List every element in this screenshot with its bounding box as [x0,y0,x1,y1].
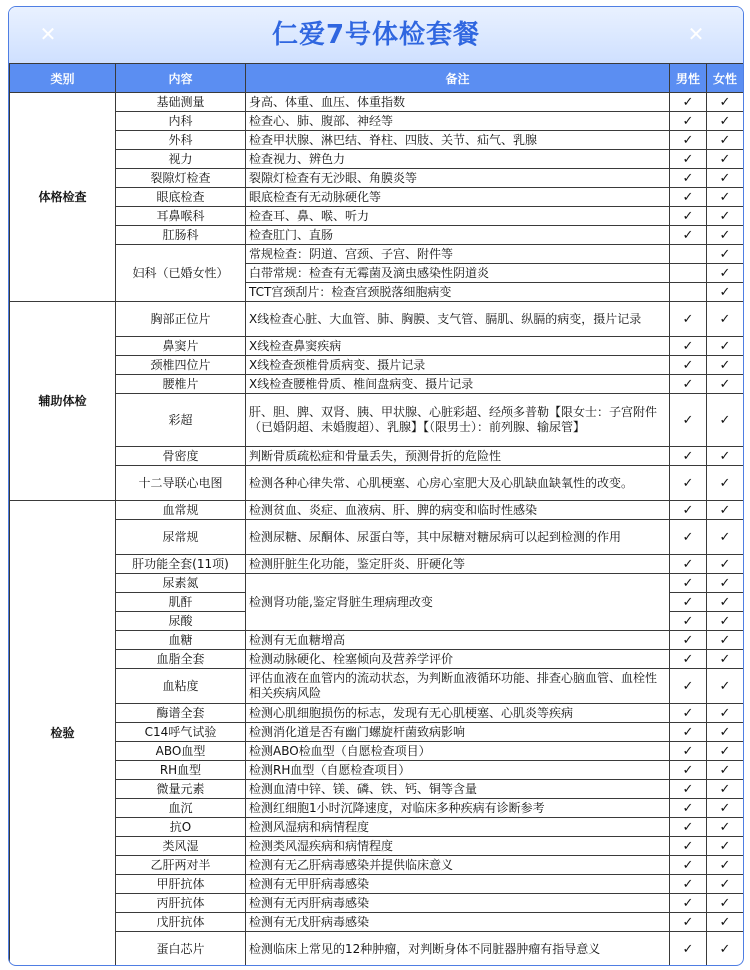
item-cell: 视力 [116,150,246,169]
table-row [10,574,744,593]
table-row [10,913,744,932]
note-cell-kidney: 检测肾功能,鉴定肾脏生理病理改变 [246,574,670,631]
item-cell: 十二导联心电图 [116,466,246,501]
table-row [10,447,744,466]
female-check: ✓ [707,612,744,631]
item-cell: 甲肝抗体 [116,875,246,894]
female-check: ✓ [707,574,744,593]
female-check: ✓ [707,356,744,375]
female-check: ✓ [707,337,744,356]
close-right-icon[interactable]: ✕ [687,22,705,46]
item-cell: 丙肝抗体 [116,894,246,913]
item-cell: 血常规 [116,501,246,520]
note-cell: 检测风湿病和病情程度 [246,818,670,837]
note-cell: 眼底检查有无动脉硬化等 [246,188,670,207]
item-cell-gynecology: 妇科（已婚女性） [116,245,246,302]
female-check: ✓ [707,466,744,501]
item-cell: 腰椎片 [116,375,246,394]
male-check: ✓ [670,394,707,447]
item-cell: 外科 [116,131,246,150]
note-cell: 检测有无血糖增高 [246,631,670,650]
table-row [10,245,744,264]
female-check: ✓ [707,207,744,226]
female-check: ✓ [707,856,744,875]
note-cell: 检测有无戊肝病毒感染 [246,913,670,932]
item-cell: 血沉 [116,799,246,818]
header-male: 男性 [670,64,707,93]
female-check: ✓ [707,226,744,245]
table-row [10,169,744,188]
package-card [8,6,744,966]
note-cell: 检测血清中锌、镁、磷、铁、钙、铜等含量 [246,780,670,799]
table-row [10,207,744,226]
male-check: ✓ [670,466,707,501]
female-check: ✓ [707,520,744,555]
male-check: ✓ [670,780,707,799]
male-check: ✓ [670,150,707,169]
note-cell: X线检查鼻窦疾病 [246,337,670,356]
female-check: ✓ [707,447,744,466]
female-check: ✓ [707,93,744,112]
male-check: ✓ [670,875,707,894]
male-check: ✓ [670,501,707,520]
table-row [10,780,744,799]
table-row [10,501,744,520]
female-check: ✓ [707,742,744,761]
item-cell: 颈椎四位片 [116,356,246,375]
female-check: ✓ [707,245,744,264]
male-check: ✓ [670,742,707,761]
female-check: ✓ [707,875,744,894]
item-cell: 蛋白芯片 [116,932,246,967]
female-check: ✓ [707,932,744,967]
close-left-icon[interactable]: ✕ [39,22,57,46]
male-check: ✓ [670,375,707,394]
male-check: ✓ [670,447,707,466]
female-check: ✓ [707,669,744,704]
table-row [10,631,744,650]
male-check: ✓ [670,188,707,207]
item-cell: 血粘度 [116,669,246,704]
page-title: 仁爱7号体检套餐 [271,20,481,50]
note-cell: 白带常规：检查有无霉菌及滴虫感染性阴道炎 [246,264,670,283]
female-check: ✓ [707,150,744,169]
item-cell: 尿酸 [116,612,246,631]
female-check: ✓ [707,837,744,856]
table-row [10,226,744,245]
note-cell: 检测ABO检血型（自愿检查项目） [246,742,670,761]
item-cell: 内科 [116,112,246,131]
category-aux: 辅助体检 [10,302,116,501]
note-cell: 检测类风湿疾病和病情程度 [246,837,670,856]
item-cell: 胸部正位片 [116,302,246,337]
item-cell: 微量元素 [116,780,246,799]
female-check: ✓ [707,704,744,723]
male-check: ✓ [670,555,707,574]
female-check: ✓ [707,894,744,913]
male-check: ✓ [670,913,707,932]
table-row [10,799,744,818]
table-row [10,93,744,112]
male-check: ✓ [670,612,707,631]
male-check: ✓ [670,761,707,780]
item-cell: 裂隙灯检查 [116,169,246,188]
male-check: ✓ [670,337,707,356]
male-check: ✓ [670,574,707,593]
female-check: ✓ [707,169,744,188]
male-check: ✓ [670,112,707,131]
note-cell: 判断骨质疏松症和骨量丢失，预测骨折的危险性 [246,447,670,466]
female-check: ✓ [707,780,744,799]
item-cell: 乙肝两对半 [116,856,246,875]
table-row [10,875,744,894]
table-row [10,669,744,704]
table-row [10,394,744,447]
table-row [10,555,744,574]
table-row [10,932,744,967]
male-check: ✓ [670,799,707,818]
note-cell: X线检查颈椎骨质病变、摄片记录 [246,356,670,375]
table-row [10,818,744,837]
header-content: 内容 [116,64,246,93]
category-physical: 体格检查 [10,93,116,302]
male-check: ✓ [670,704,707,723]
female-check: ✓ [707,818,744,837]
package-table [9,63,744,966]
female-check: ✓ [707,593,744,612]
note-cell: TCT宫颈刮片：检查宫颈脱落细胞病变 [246,283,670,302]
table-header-row [10,64,744,93]
table-row [10,837,744,856]
note-cell: 检测RH血型（自愿检查项目） [246,761,670,780]
item-cell: 尿素氮 [116,574,246,593]
note-cell: X线检查心脏、大血管、肺、胸膜、支气管、膈肌、纵膈的病变，摄片记录 [246,302,670,337]
note-cell: 检测红细胞1小时沉降速度，对临床多种疾病有诊断参考 [246,799,670,818]
male-check: ✓ [670,723,707,742]
female-check: ✓ [707,264,744,283]
note-cell: 检查视力、辨色力 [246,150,670,169]
male-check: ✓ [670,932,707,967]
item-cell: 肝功能全套(11项) [116,555,246,574]
table-row [10,337,744,356]
table-row [10,761,744,780]
table-row [10,375,744,394]
female-check: ✓ [707,188,744,207]
male-check [670,245,707,264]
male-check: ✓ [670,169,707,188]
male-check: ✓ [670,93,707,112]
note-cell: 肝、胆、脾、双肾、胰、甲状腺、心脏彩超、经颅多普勒【限女士：子宫附件（已婚阴超、未婚腹超）、乳腺】【（限男士）：前列腺、输尿管】 [246,394,670,447]
male-check: ✓ [670,631,707,650]
item-cell: 肛肠科 [116,226,246,245]
female-check: ✓ [707,283,744,302]
header-category: 类别 [10,64,116,93]
note-cell: 检测肝脏生化功能，鉴定肝炎、肝硬化等 [246,555,670,574]
note-cell: 检测有无乙肝病毒感染并提供临床意义 [246,856,670,875]
note-cell: 检查肛门、直肠 [246,226,670,245]
note-cell: 检测临床上常见的12种肿瘤，对判断身体不同脏器肿瘤有指导意义 [246,932,670,967]
female-check: ✓ [707,761,744,780]
female-check: ✓ [707,913,744,932]
table-row [10,131,744,150]
note-cell: 检查耳、鼻、喉、听力 [246,207,670,226]
note-cell: 检测消化道是否有幽门螺旋杆菌致病影响 [246,723,670,742]
table-row [10,704,744,723]
item-cell: RH血型 [116,761,246,780]
note-cell: 检测动脉硬化、栓塞倾向及营养学评价 [246,650,670,669]
male-check: ✓ [670,207,707,226]
note-cell: 检测尿糖、尿酮体、尿蛋白等，其中尿糖对糖尿病可以起到检测的作用 [246,520,670,555]
male-check: ✓ [670,131,707,150]
male-check: ✓ [670,520,707,555]
note-cell: 裂隙灯检查有无沙眼、角膜炎等 [246,169,670,188]
female-check: ✓ [707,723,744,742]
male-check: ✓ [670,894,707,913]
female-check: ✓ [707,555,744,574]
item-cell: 抗O [116,818,246,837]
table-row [10,723,744,742]
item-cell: 酶谱全套 [116,704,246,723]
title-bar [9,7,743,63]
note-cell: 检测有无丙肝病毒感染 [246,894,670,913]
table-row [10,150,744,169]
item-cell: 戊肝抗体 [116,913,246,932]
note-cell: 检查心、肺、腹部、神经等 [246,112,670,131]
table-row [10,894,744,913]
male-check: ✓ [670,818,707,837]
note-cell: X线检查腰椎骨质、椎间盘病变、摄片记录 [246,375,670,394]
table-row [10,302,744,337]
item-cell: ABO血型 [116,742,246,761]
male-check: ✓ [670,650,707,669]
female-check: ✓ [707,631,744,650]
female-check: ✓ [707,501,744,520]
male-check: ✓ [670,669,707,704]
table-row [10,520,744,555]
male-check: ✓ [670,593,707,612]
table-row [10,742,744,761]
item-cell: 血糖 [116,631,246,650]
item-cell: 尿常规 [116,520,246,555]
male-check: ✓ [670,856,707,875]
header-note: 备注 [246,64,670,93]
note-cell: 常规检查：阴道、宫颈、子宫、附件等 [246,245,670,264]
female-check: ✓ [707,112,744,131]
male-check [670,264,707,283]
male-check: ✓ [670,226,707,245]
note-cell: 检测心肌细胞损伤的标志，发现有无心肌梗塞、心肌炎等疾病 [246,704,670,723]
female-check: ✓ [707,799,744,818]
table-row [10,466,744,501]
table-row [10,356,744,375]
female-check: ✓ [707,375,744,394]
item-cell: 类风湿 [116,837,246,856]
table-row [10,650,744,669]
table-row [10,188,744,207]
female-check: ✓ [707,302,744,337]
female-check: ✓ [707,394,744,447]
note-cell: 评估血液在血管内的流动状态，为判断血液循环功能、排查心脑血管、血栓性相关疾病风险 [246,669,670,704]
table-row [10,856,744,875]
item-cell: 基础测量 [116,93,246,112]
note-cell: 检查甲状腺、淋巴结、脊柱、四肢、关节、疝气、乳腺 [246,131,670,150]
female-check: ✓ [707,650,744,669]
item-cell: 彩超 [116,394,246,447]
table-row [10,112,744,131]
item-cell: 血脂全套 [116,650,246,669]
male-check: ✓ [670,356,707,375]
item-cell: C14呼气试验 [116,723,246,742]
category-lab: 检验 [10,501,116,967]
note-cell: 检测各种心律失常、心肌梗塞、心房心室肥大及心肌缺血缺氧性的改变。 [246,466,670,501]
note-cell: 检测有无甲肝病毒感染 [246,875,670,894]
female-check: ✓ [707,131,744,150]
note-cell: 检测贫血、炎症、血液病、肝、脾的病变和临时性感染 [246,501,670,520]
male-check: ✓ [670,837,707,856]
note-cell: 身高、体重、血压、体重指数 [246,93,670,112]
male-check [670,283,707,302]
item-cell: 鼻窦片 [116,337,246,356]
male-check: ✓ [670,302,707,337]
item-cell: 骨密度 [116,447,246,466]
item-cell: 眼底检查 [116,188,246,207]
header-female: 女性 [707,64,744,93]
item-cell: 肌酐 [116,593,246,612]
item-cell: 耳鼻喉科 [116,207,246,226]
